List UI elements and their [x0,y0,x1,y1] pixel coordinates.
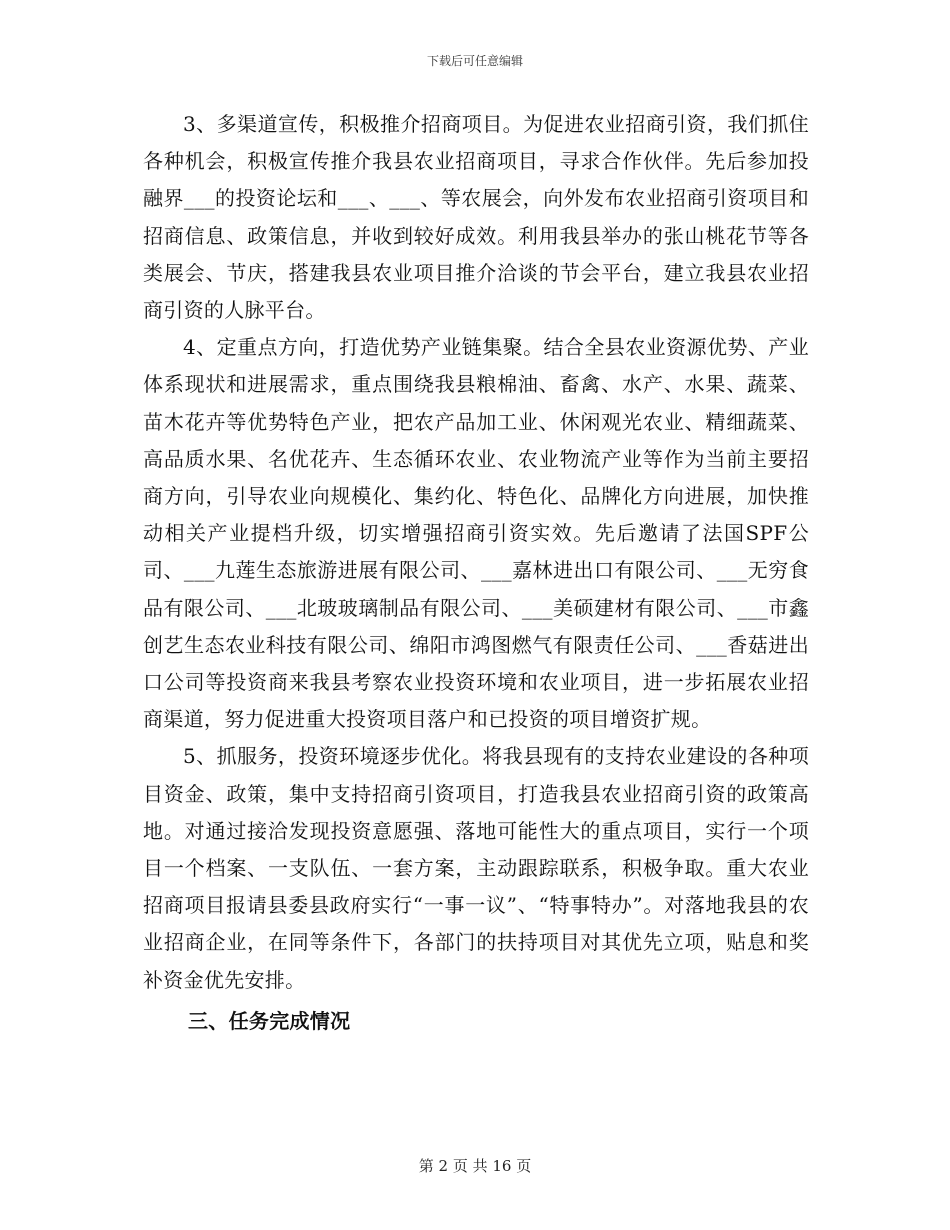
page-number: 第 2 页 共 16 页 [418,1157,532,1175]
paragraph-item-3: 3、多渠道宣传，积极推介招商项目。为促进农业招商引资，我们抓住各种机会，积极宣传推介我县农业招商项目，寻求合作伙伴。先后参加投融界___的投资论坛和___、___、等农展会，向外发布农业招商引资项目和招商信息、政策信息，并收到较好成效。利用我县举办的张山桃花节等各类展会、节庆，搭建我县农业项目推介洽谈的节会平台，建立我县农业招商引资的人脉平台。 [143,112,809,323]
header-note: 下载后可任意编辑 [426,54,523,68]
paragraph-item-5: 5、抓服务，投资环境逐步优化。将我县现有的支持农业建设的各种项目资金、政策，集中支持招商引资项目，打造我县农业招商引资的政策高地。对通过接洽发现投资意愿强、落地可能性大的重点项目，实行一个项目一个档案、一支队伍、一套方案，主动跟踪联系，积极争取。重大农业招商项目报请县委县政府实行“一事一议”、“特事特办”。对落地我县的农业招商企业，在同等条件下，各部门的扶持项目对其优先立项，贴息和奖补资金优先安排。 [143,744,809,992]
section-heading: 三、任务完成情况 [188,1008,351,1033]
paragraph-item-4: 4、定重点方向，打造优势产业链集聚。结合全县农业资源优势、产业体系现状和进展需求，重点围绕我县粮棉油、畜禽、水产、水果、蔬菜、苗木花卉等优势特色产业，把农产品加工业、休闲观光农业、精细蔬菜、高品质水果、名优花卉、生态循环农业、农业物流产业等作为当前主要招商方向，引导农业向规模化、集约化、特色化、品牌化方向进展，加快推动相关产业提档升级，切实增强招商引资实效。先后邀请了法国SPF公司、___九莲生态旅游进展有限公司、___嘉林进出口有限公司、___无穷食品有限公司、___北玻玻璃制品有限公司、___美硕建材有限公司、___市鑫创艺生态农业科技有限公司、绵阳市鸿图燃气有限责任公司、___香菇进出口公司等投资商来我县考察农业投资环境和农业项目，进一步拓展农业招商渠道，努力促进重大投资项目落户和已投资的项目增资扩规。 [143,335,809,732]
document-body [143,106,809,1040]
